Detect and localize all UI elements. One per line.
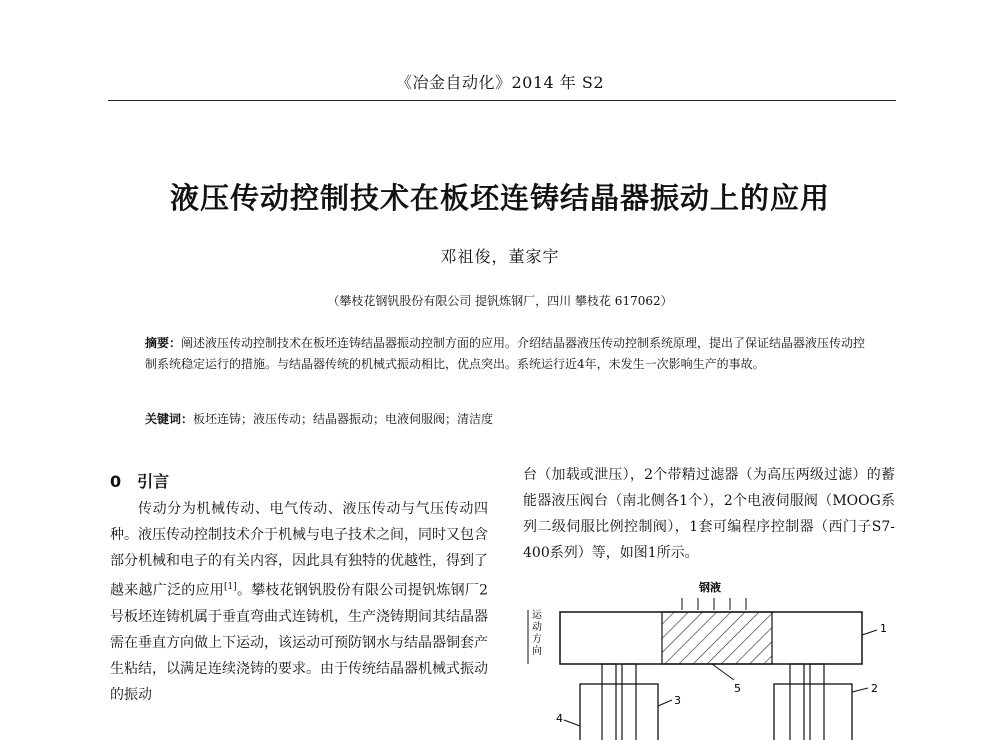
pour-arrows: [682, 598, 746, 610]
callout-5-leader: [712, 664, 734, 680]
intro-text: 传动分为机械传动、电气传动、液压传动与气压传动四种。液压传动控制技术介于机械与电子技术之间，同时又包含部分机械和电子的有关内容，因此具有独特的优越性，得到了越来越广泛的应用: [110, 501, 488, 599]
right-piston-rod: [790, 664, 804, 740]
left-column: [110, 496, 488, 708]
right-piston-rod-2: [810, 664, 824, 740]
mold-oscillation-diagram: [522, 580, 902, 740]
intro-text-cont: 。攀枝花钢钒股份有限公司提钒炼钢厂2号板坯连铸机属于垂直弯曲式连铸机，生产浇铸期间其结晶器需在垂直方向做上下运动，该运动可预防钢水与结晶器铜套产生粘结，以满足连续浇铸的要求。由于传统结晶器机械式振动的振动: [110, 582, 489, 703]
keywords-label: 关键词：: [145, 412, 194, 426]
section-heading: [110, 469, 169, 492]
left-piston-rod: [602, 664, 616, 740]
callout-3-leader: [658, 700, 672, 706]
motion-direction-label: 运动方向: [532, 610, 542, 657]
callout-2-leader: [852, 688, 868, 692]
abstract: [145, 333, 870, 375]
right-column: [523, 462, 895, 566]
keywords-text: 板坯连铸；液压传动；结晶器振动；电液伺服阀；清洁度: [193, 412, 494, 426]
callout-2: 2: [871, 682, 878, 695]
callout-4-leader: [564, 720, 580, 726]
paper-affiliation: （攀枝花钢钒股份有限公司 提钒炼钢厂，四川 攀枝花 617062）: [327, 294, 673, 308]
paper-title: 液压传动控制技术在板坯连铸结晶器振动上的应用: [169, 181, 830, 215]
left-piston-rod-2: [622, 664, 636, 740]
callout-4: 4: [556, 712, 563, 725]
left-hydraulic-cylinder: [580, 684, 658, 740]
journal-header: 《冶金自动化》2014 年 S2: [395, 73, 605, 92]
right-paragraph: 台（加载或泄压），2个带精过滤器（为高压两级过滤）的蓄能器液压阀台（南北侧各1个），2个电液伺服阀（MOOG系列二级伺服比例控制阀），1套可编程序控制器（西门子S7-400系列）等，如图1所示。: [523, 467, 895, 561]
abstract-text: 阐述液压传动控制技术在板坯连铸结晶器振动控制方面的应用。介绍结晶器液压传动控制系统原理，提出了保证结晶器液压传动控制系统稳定运行的措施。与结晶器传统的机械式振动相比，优点突出。系统运行近4年，未发生一次影响生产的事故。: [145, 336, 866, 371]
paper-authors: 邓祖俊，董家宇: [440, 247, 560, 266]
section-number: 0: [110, 472, 122, 491]
abstract-label: 摘要：: [145, 336, 182, 350]
figure-1: [522, 580, 902, 740]
callout-1-leader: [862, 630, 877, 635]
keywords: [145, 410, 870, 427]
header-rule: [108, 100, 896, 101]
citation: [1]: [223, 582, 237, 592]
section-title: 引言: [137, 472, 170, 491]
right-hydraulic-cylinder: [774, 684, 852, 740]
molten-steel-label: 钢液: [699, 581, 721, 594]
callout-3: 3: [674, 694, 681, 707]
mold-cavity: [662, 612, 772, 664]
callout-1: 1: [880, 622, 887, 635]
intro-paragraph: [110, 496, 488, 708]
callout-5: 5: [734, 682, 741, 695]
